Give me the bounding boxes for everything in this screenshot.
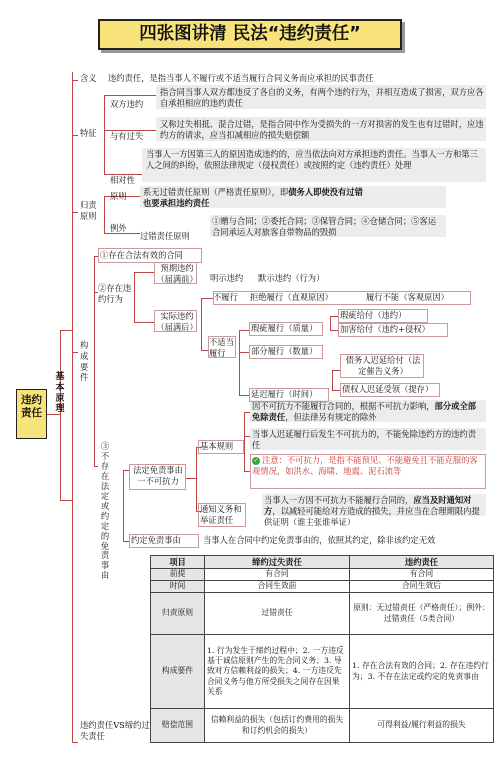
creditor-delay: 债权人迟延受领（提存） — [342, 384, 434, 394]
relative-text: 当事人一方因第三人的原因造成违约的，应当依法向对方承担违约责任。当事人一方和第三人之间的纠纷，依照法律规定（侵权责任）或按照约定（违约责任）处理 — [146, 149, 478, 170]
table-cell: 赔偿范围 — [151, 709, 205, 743]
features-label: 特征 — [80, 128, 97, 138]
element-2: ②存在违约行为 — [98, 283, 132, 304]
compare-label: 违约责任VS缔约过失责任 — [80, 720, 150, 741]
table-header: 缔约过失责任 — [205, 556, 350, 569]
table-cell: 有合同 — [205, 569, 350, 581]
mutual-text: 指合同当事人双方都违反了各自的义务，有两个违约行为，并相互造成了损害，双方应各自承担相应的违约责任 — [160, 87, 484, 108]
meaning-label: 含义 — [80, 73, 97, 83]
principle-rule-line1: 系无过错责任原则（严格责任原则），即债务人即使没有过错 — [143, 187, 363, 197]
table-cell: 有合同 — [350, 569, 494, 581]
element-1: ①存在合法有效的合同 — [100, 250, 183, 260]
refuse-performance: 拒绝履行（直观原因） — [250, 292, 333, 302]
principle-rule-line2: 也要承担违约责任 — [143, 198, 210, 208]
table-cell: 1. 行为发生于缔约过程中；2. 一方违反基于诚信原则产生的先合同义务；3. 导致对方信赖利益的损失；4. 一方违反先合同义务与他方所受损失之间存在因果关系 — [205, 635, 350, 709]
fault-label: 与有过失 — [110, 131, 144, 141]
table-cell: 构成要件 — [151, 635, 205, 709]
table-cell: 1. 存在合法有效的合同；2. 存在违约行为；3. 不存在法定或约定的免责事由 — [350, 635, 494, 709]
improper-performance: 不适当履行 — [209, 337, 234, 358]
implied-breach: 默示违约（行为） — [258, 273, 325, 283]
root-topic: 违约责任 — [16, 389, 47, 439]
page-title: 四张图讲清 民法“违约责任” — [98, 19, 402, 50]
rule-2: 当事人迟延履行后发生不可抗力的，不能免除违约方的违约责任 — [252, 429, 477, 450]
table-cell: 信赖利益的损失（包括订约费用的损失和订约机会的损失） — [205, 709, 350, 743]
actual-label: 实际违约（届满后） — [156, 311, 198, 332]
notify-text: 当事人一方因不可抗力不能履行合同的，应当及时通知对方，以减轻可能给对方造成的损失，并应当在合理期限内提供证明（谁主张谁举证） — [264, 495, 480, 527]
anticipatory-label: 预期违约（届满前） — [156, 263, 198, 284]
table-cell: 合同生效前 — [205, 581, 350, 593]
defective-performance: 瑕疵履行（质量） — [251, 323, 318, 333]
harmful-delivery: 加害给付（违约+侵权） — [340, 324, 430, 334]
delayed-performance: 延迟履行（时间） — [251, 389, 318, 399]
relative-label: 相对性 — [110, 175, 135, 185]
nonperformance: 不履行 — [213, 292, 238, 302]
table-cell: 合同生效后 — [350, 581, 494, 593]
notify-label: 通知义务和举证责任 — [200, 504, 242, 525]
table-cell: 过错责任 — [205, 593, 350, 635]
principle-rule-label: 原则 — [110, 191, 127, 201]
unable-performance: 履行不能（客观原因） — [366, 292, 449, 302]
express-breach: 明示违约 — [210, 273, 244, 283]
table-header: 违约责任 — [350, 556, 494, 569]
mutual-label: 双方违约 — [110, 99, 144, 109]
table-cell: 原则：无过错责任（严格责任）；例外：过错责任（5类合同） — [350, 593, 494, 635]
force-majeure-label: 法定免责事由一不可抗力 — [133, 465, 183, 486]
table-cell: 归责原则 — [151, 593, 205, 635]
table-cell: 前提 — [151, 569, 205, 581]
table-header: 项目 — [151, 556, 205, 569]
defective-delivery: 瑕疵给付（违约） — [340, 310, 407, 320]
fault-text: 又称过失相抵、混合过错，是指合同中作为受损失的一方对损害的发生也有过错时，应违约方的请求，应当扣减相应的损失赔偿额 — [160, 119, 484, 140]
basic-rules-label: 基本规则 — [200, 441, 234, 451]
elements-label: 构成要件 — [80, 340, 89, 383]
agreed-exemption-label: 约定免责事由 — [131, 535, 181, 545]
principle-label: 基本原理 — [55, 372, 65, 415]
imputation-label: 归责原则 — [80, 200, 97, 221]
table-cell: 时间 — [151, 581, 205, 593]
exception-sub: 过错责任原则 — [140, 231, 190, 241]
agreed-exemption-text: 当事人在合同中约定免责事由的，依照其约定，除非该约定无效 — [203, 535, 436, 545]
element-3: ③不存在法定或约定的免责事由 — [100, 441, 110, 581]
exception-label: 例外 — [110, 223, 127, 233]
meaning-text: 违约责任，是指当事人不履行或不适当履行合同义务而应承担的民事责任 — [108, 73, 374, 83]
exception-text: ①赠与合同；②委托合同；③保管合同；④仓储合同；⑤客运合同承运人对旅客自带物品的毁损 — [212, 216, 437, 237]
force-note: ✓ 注意：不可抗力，是指不能预见、不能避免且不能克服的客观情况，如洪水、海啸、地震、泥石流等 — [252, 455, 478, 476]
partial-performance: 部分履行（数量） — [251, 346, 318, 356]
comparison-table — [150, 555, 494, 743]
debtor-delay: 债务人迟延给付（法定催告义务） — [345, 355, 421, 376]
table-cell: 可得利益/履行利益的损失 — [350, 709, 494, 743]
check-icon: ✓ — [253, 456, 259, 464]
rule-1: 因不可抗力不能履行合同的，根据不可抗力影响，部分或全部免除责任，但法律另有规定的除外 — [252, 401, 477, 422]
